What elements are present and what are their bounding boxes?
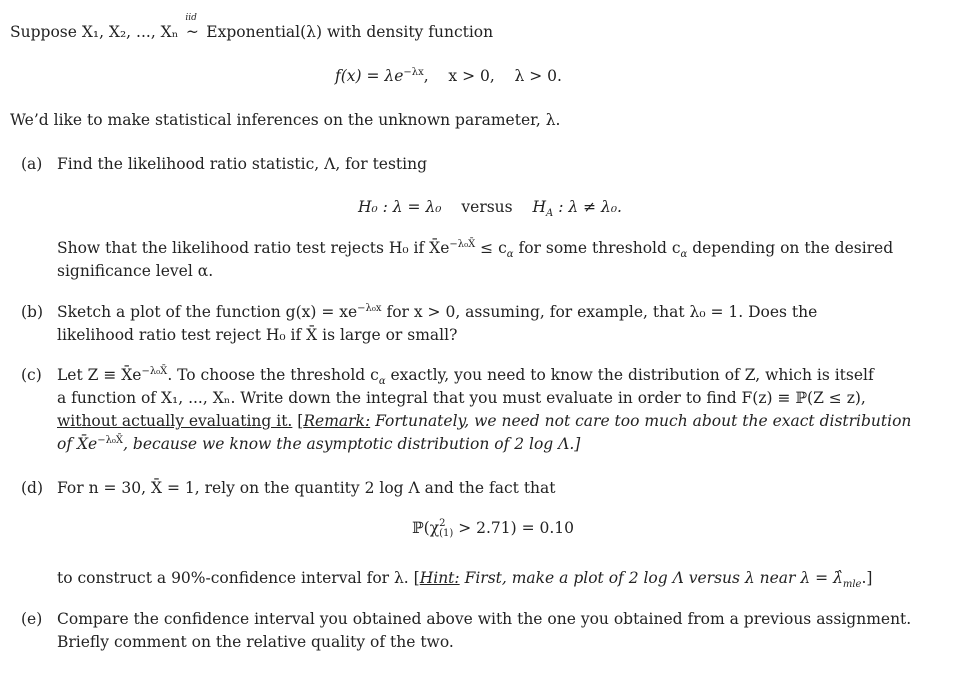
ha-subscript: A [546, 208, 554, 220]
rejection-alpha: α [506, 249, 514, 261]
part-c-line2: a function of X₁, ..., Xₙ. Write down the integral that you must evaluate in order to find F(z) ≡ ℙ(Z ≤ z), [57, 389, 866, 407]
part-b-label: (b) [21, 303, 44, 321]
part-b-line2: likelihood ratio test reject H₀ if X̄ is large or small? [57, 326, 458, 344]
intro-dist: Exponential(λ) with density function [206, 23, 494, 41]
versus-word: versus [461, 198, 513, 216]
part-b-line1 [57, 303, 817, 321]
hint-text: First, make a plot of 2 log Λ versus λ near λ = λ̂ [459, 569, 843, 587]
z-def-pre: Let Z ≡ X̄e [57, 366, 142, 384]
remark-bracket: [ [292, 412, 304, 430]
chi-sub: (1) [439, 528, 454, 539]
part-a-question: Find the likelihood ratio statistic, Λ, for testing [57, 155, 428, 173]
z-def-alpha: α [378, 376, 386, 388]
density-conditions: , x > 0, λ > 0. [423, 67, 562, 85]
ha-rest: : λ ≠ λ₀. [553, 198, 622, 216]
remark-text: Fortunately, we need not care too much about the exact distribution [370, 412, 912, 430]
remark-of-pre: of X̄e [57, 435, 98, 453]
part-a-label: (a) [21, 155, 43, 173]
ci-pre: to construct a 90%-confidence interval for λ. [ [57, 569, 420, 587]
rejection-end: depending on the desired [687, 239, 894, 257]
plot-function-post: for x > 0, assuming, for example, that λ₀ = 1. Does the [381, 303, 818, 321]
density-equation [335, 67, 562, 85]
part-a-hypotheses [358, 198, 622, 220]
density-exponent: −λx [403, 66, 424, 78]
intro-line [10, 13, 494, 41]
mle-subscript: mle [842, 579, 862, 591]
part-e-line2: Briefly comment on the relative quality of the two. [57, 633, 454, 651]
rejection-pre: Show that the likelihood ratio test rejects H₀ if X̄e [57, 239, 450, 257]
rejection-tail: for some threshold c [513, 239, 681, 257]
part-e-label: (e) [21, 610, 43, 628]
z-def-end: exactly, you need to know the distribution of Z, which is itself [385, 366, 874, 384]
without-evaluating: without actually evaluating it. [57, 412, 293, 430]
part-d-label: (d) [21, 479, 44, 497]
tilde-symbol: ~ [185, 23, 199, 41]
iid-tilde [183, 13, 201, 41]
h0-hypothesis: H₀ : λ = λ₀ [358, 198, 442, 216]
goal-text: We’d like to make statistical inferences on the unknown parameter, λ. [10, 111, 561, 129]
part-c-line3 [57, 412, 911, 430]
rejection-tail-alpha: α [680, 249, 688, 261]
remark-label: Remark: [303, 412, 371, 430]
part-d-line1: For n = 30, X̄ = 1, rely on the quantity 2 log Λ and the fact that [57, 479, 556, 497]
part-c-line1 [57, 365, 874, 388]
remark-of-post: , because we know the asymptotic distribution of 2 log Λ.] [123, 435, 581, 453]
z-def-exponent: −λ₀X̄ [141, 365, 168, 377]
chi-scripts [439, 519, 453, 539]
rejection-leq: ≤ c [475, 239, 507, 257]
plot-function-exponent: −λ₀x [357, 302, 382, 314]
hint-end: .] [861, 569, 873, 587]
remark-exponent: −λ₀X̄ [97, 434, 124, 446]
part-a-rejection [57, 238, 894, 261]
intro-suppose: Suppose X₁, X₂, ..., Xₙ [10, 23, 179, 41]
part-e-line1: Compare the confidence interval you obtained above with the one you obtained from a previous assignment. [57, 610, 912, 628]
chi-sup: 2 [439, 518, 446, 529]
z-def-post: . To choose the threshold c [167, 366, 379, 384]
chi-square-probability [412, 519, 574, 539]
part-c-line4 [57, 435, 580, 453]
hint-label: Hint: [419, 569, 460, 587]
prob-pre: ℙ(χ [412, 519, 440, 537]
iid-label: iid [185, 13, 197, 23]
rejection-exponent: −λ₀X̄ [449, 238, 476, 250]
part-a-significance: significance level α. [57, 262, 214, 280]
prob-post: > 2.71) = 0.10 [453, 519, 575, 537]
density-lhs: f(x) = λe [335, 67, 404, 85]
ha-symbol: H [532, 198, 547, 216]
part-c-label: (c) [21, 366, 42, 384]
plot-function-pre: Sketch a plot of the function g(x) = xe [57, 303, 358, 321]
part-d-line2 [57, 569, 873, 591]
